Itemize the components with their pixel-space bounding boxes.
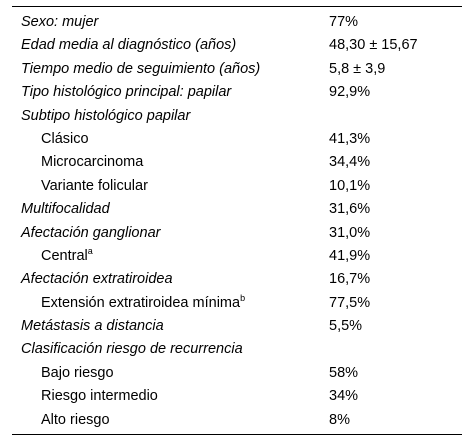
row-value: 10,1%	[329, 177, 371, 194]
row-value: 5,5%	[329, 318, 363, 335]
row-label: Multifocalidad	[21, 201, 110, 218]
row-label: Tiempo medio de seguimiento (años)	[21, 60, 261, 77]
row-label-with-footnote	[41, 292, 245, 315]
row-label: Microcarcinoma	[41, 154, 144, 171]
row-label-text: Central	[41, 247, 88, 264]
table-row	[12, 362, 462, 385]
table-row	[12, 58, 462, 81]
row-label: Afectación ganglionar	[21, 224, 161, 241]
footnote-marker: a	[87, 245, 93, 256]
row-value: 58%	[329, 364, 359, 381]
table-row	[12, 81, 462, 104]
row-value: 41,3%	[329, 130, 371, 147]
row-label: Bajo riesgo	[41, 364, 114, 381]
row-label: Edad media al diagnóstico (años)	[21, 37, 237, 54]
section-heading: Clasificación riesgo de recurrencia	[21, 341, 243, 358]
footnote-marker: b	[240, 292, 246, 303]
row-value: 41,9%	[329, 247, 371, 264]
table-row	[12, 151, 462, 174]
row-value: 8%	[329, 411, 350, 428]
table-row	[12, 222, 462, 245]
row-value: 34,4%	[329, 154, 371, 171]
row-label: Variante folicular	[41, 177, 148, 194]
table-row	[12, 315, 462, 338]
table-row	[12, 268, 462, 291]
table-row	[12, 34, 462, 57]
row-value: 34%	[329, 388, 359, 405]
row-label: Metástasis a distancia	[21, 318, 164, 335]
row-value: 92,9%	[329, 84, 371, 101]
row-value: 77,5%	[329, 294, 371, 311]
row-value: 48,30 ± 15,67	[329, 37, 418, 54]
row-value: 5,8 ± 3,9	[329, 60, 386, 77]
table-row	[12, 292, 462, 315]
row-label: Tipo histológico principal: papilar	[21, 84, 232, 101]
row-label: Clásico	[41, 130, 89, 147]
table-row	[12, 198, 462, 221]
row-value: 31,0%	[329, 224, 371, 241]
row-label: Alto riesgo	[41, 411, 110, 428]
row-value: 77%	[329, 14, 359, 30]
table-row	[12, 11, 462, 34]
row-label: Afectación extratiroidea	[21, 271, 173, 288]
table-row	[12, 409, 462, 432]
row-value: 31,6%	[329, 201, 371, 218]
row-label-with-footnote	[41, 245, 93, 268]
row-label: Riesgo intermedio	[41, 388, 158, 405]
characteristics-table	[12, 6, 462, 435]
table-row	[12, 105, 462, 128]
row-label-text: Extensión extratiroidea mínima	[41, 294, 241, 311]
row-label: Sexo: mujer	[21, 14, 99, 30]
table-row	[12, 385, 462, 408]
table-row	[12, 245, 462, 268]
section-heading: Subtipo histológico papilar	[21, 107, 191, 124]
row-value: 16,7%	[329, 271, 371, 288]
table-row	[12, 338, 462, 361]
table-row	[12, 128, 462, 151]
table-row	[12, 175, 462, 198]
